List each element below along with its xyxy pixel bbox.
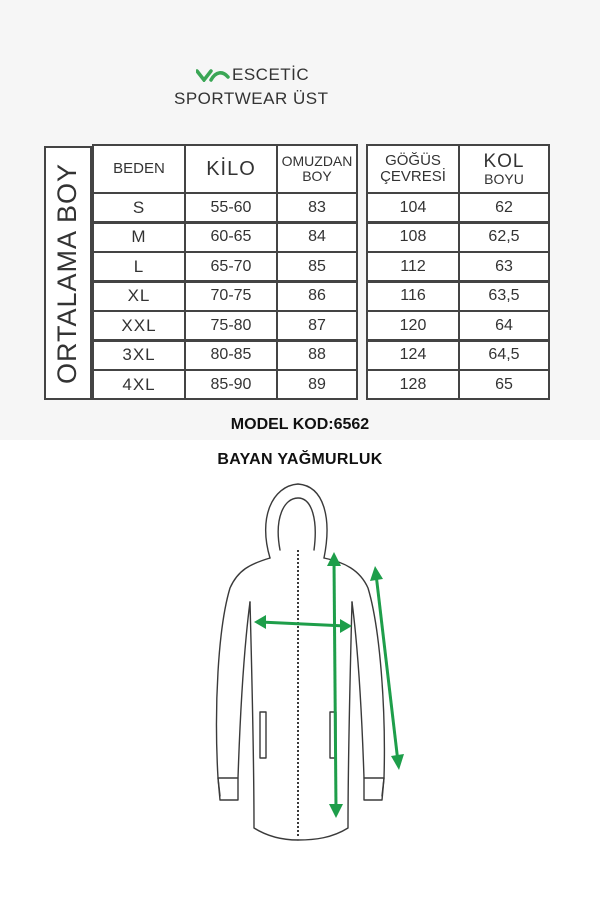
cell-kol-boyu-value: 63,5	[488, 287, 520, 304]
cell-kilo	[184, 281, 278, 312]
brand-logo-icon	[196, 68, 230, 82]
cell-gogus-cevresi-value: 128	[399, 375, 427, 393]
brand-subtitle: SPORTWEAR ÜST	[174, 89, 329, 108]
header-gogus-line2: ÇEVRESİ	[380, 168, 446, 185]
cell-size	[92, 251, 186, 282]
cell-kol-boyu-value: 62,5	[488, 228, 520, 245]
cell-gogus-cevresi-value: 116	[400, 287, 426, 304]
cell-kilo	[184, 310, 278, 341]
header-omuz-line2: BOY	[302, 168, 332, 184]
header-kol-boyu	[458, 144, 550, 194]
sleeve-arrow-top-head	[370, 566, 383, 581]
cell-kol-boyu	[458, 310, 550, 341]
header-omuzdan-boy	[276, 144, 358, 194]
cell-kol-boyu-value: 62	[495, 198, 513, 216]
cell-size	[92, 310, 186, 341]
cell-gogus-cevresi-value: 112	[400, 257, 426, 275]
cell-kol-boyu	[458, 222, 550, 253]
cell-omuzdan-boy-value: 85	[308, 257, 326, 275]
cell-kol-boyu	[458, 251, 550, 282]
length-arrow	[334, 560, 336, 810]
cell-omuzdan-boy-value: 87	[308, 316, 326, 334]
side-label-box	[44, 146, 92, 400]
body-right	[298, 602, 352, 840]
header-omuz-line1: OMUZDAN	[281, 153, 353, 170]
header-kol-line2: BOYU	[484, 170, 524, 187]
cell-omuzdan-boy	[276, 369, 358, 400]
right-sleeve-inner	[352, 602, 364, 778]
brand-name: ESCETİC	[232, 65, 310, 84]
cell-gogus-cevresi-value: 108	[399, 228, 427, 245]
cell-size	[92, 222, 186, 253]
header-kilo	[184, 144, 278, 194]
cell-omuzdan-boy-value: 83	[308, 198, 326, 216]
cell-size	[92, 369, 186, 400]
cell-kilo-value: 65-70	[210, 257, 252, 275]
cell-kol-boyu	[458, 340, 550, 371]
chest-arrow-left-head	[254, 615, 266, 629]
cell-kol-boyu	[458, 192, 550, 223]
cell-size-value: 4XL	[122, 374, 156, 394]
length-arrow-bottom-head	[329, 804, 343, 818]
hood-outer	[266, 484, 327, 558]
cell-kilo-value: 75-80	[210, 316, 252, 334]
left-sleeve-inner	[238, 602, 250, 778]
jacket-illustration	[180, 478, 420, 878]
sleeve-arrow-bottom-head	[391, 754, 404, 770]
cell-size-value: M	[131, 227, 147, 246]
right-cuff	[364, 778, 384, 800]
cell-omuzdan-boy	[276, 222, 358, 253]
cell-size	[92, 281, 186, 312]
cell-kilo-value: 55-60	[210, 198, 252, 216]
header-gogus-line1: GÖĞÜS	[385, 152, 441, 170]
header-beden	[92, 144, 186, 194]
cell-gogus-cevresi	[366, 281, 460, 312]
header-kilo-label: KİLO	[206, 157, 256, 180]
cell-kilo	[184, 340, 278, 371]
cell-gogus-cevresi	[366, 251, 460, 282]
cell-size	[92, 340, 186, 371]
header-gogus-cevresi	[366, 144, 460, 194]
cell-omuzdan-boy-value: 88	[308, 346, 326, 363]
side-label-text: ORTALAMA BOY	[52, 162, 83, 384]
cell-kilo	[184, 369, 278, 400]
cell-omuzdan-boy-value: 84	[308, 228, 326, 245]
cell-gogus-cevresi	[366, 340, 460, 371]
cell-size	[92, 192, 186, 223]
header-beden-label: BEDEN	[113, 160, 165, 178]
cell-kilo	[184, 192, 278, 223]
cell-size-value: 3XL	[122, 345, 156, 364]
cell-size-value: S	[132, 197, 146, 217]
cell-size-value: L	[133, 256, 145, 276]
cell-gogus-cevresi	[366, 192, 460, 223]
cell-kilo-value: 70-75	[210, 287, 252, 304]
cell-gogus-cevresi	[366, 369, 460, 400]
cell-omuzdan-boy	[276, 192, 358, 223]
cell-omuzdan-boy	[276, 281, 358, 312]
sleeve-arrow	[376, 574, 398, 762]
cell-gogus-cevresi-value: 120	[399, 316, 427, 334]
cell-omuzdan-boy	[276, 340, 358, 371]
cell-gogus-cevresi-value: 124	[399, 346, 427, 363]
left-pocket	[260, 712, 266, 758]
cell-kol-boyu-value: 65	[495, 375, 513, 393]
cell-size-value: XXL	[121, 315, 157, 335]
cell-kol-boyu	[458, 369, 550, 400]
cell-gogus-cevresi-value: 104	[399, 198, 427, 216]
cell-kilo	[184, 222, 278, 253]
cell-omuzdan-boy	[276, 310, 358, 341]
cell-kilo-value: 80-85	[210, 346, 252, 363]
cell-kol-boyu-value: 64,5	[488, 346, 520, 363]
cell-kilo	[184, 251, 278, 282]
measurement-arrows	[260, 560, 398, 810]
body-left	[250, 602, 298, 840]
cell-size-value: XL	[127, 286, 151, 305]
jacket-outline	[217, 484, 385, 840]
cell-gogus-cevresi	[366, 222, 460, 253]
cell-gogus-cevresi	[366, 310, 460, 341]
hood-inner	[278, 498, 315, 550]
cell-omuzdan-boy	[276, 251, 358, 282]
cell-kol-boyu-value: 64	[495, 316, 513, 334]
left-cuff	[218, 778, 238, 800]
cell-kilo-value: 85-90	[210, 375, 252, 393]
header-kol-line1: KOL	[483, 150, 525, 172]
cell-omuzdan-boy-value: 86	[308, 287, 326, 304]
model-code: MODEL KOD:6562	[230, 416, 370, 433]
product-name: BAYAN YAĞMURLUK	[217, 451, 383, 468]
cell-omuzdan-boy-value: 89	[308, 375, 326, 393]
cell-kol-boyu-value: 63	[495, 257, 513, 275]
cell-kilo-value: 60-65	[210, 228, 252, 245]
cell-kol-boyu	[458, 281, 550, 312]
brand-block	[174, 65, 416, 108]
chest-arrow-right-head	[340, 619, 352, 633]
